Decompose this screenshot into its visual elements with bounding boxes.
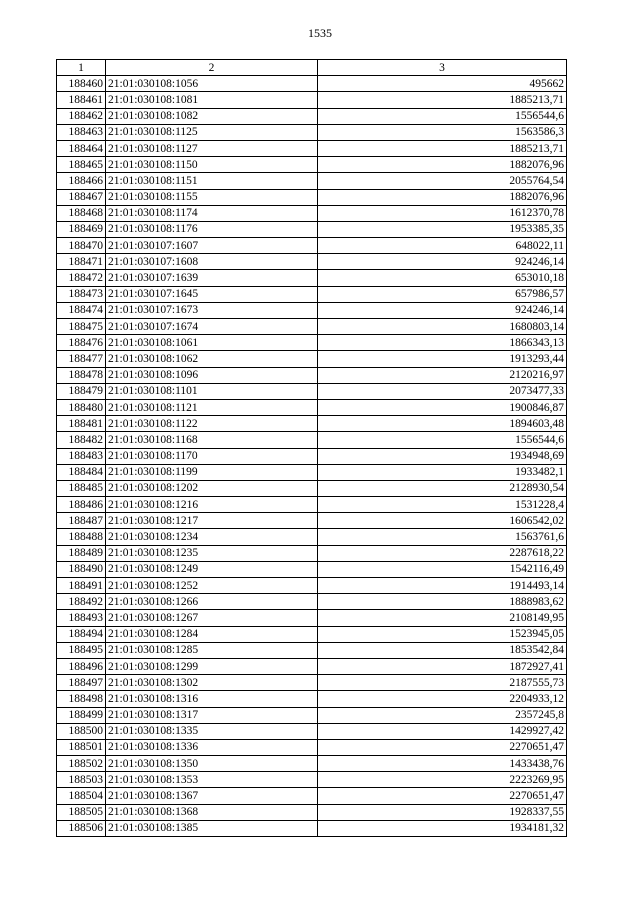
table-row	[57, 626, 567, 642]
row-number-cell: 188488	[57, 529, 106, 545]
cadastral-value-cell: 1885213,71	[318, 140, 567, 156]
cadastral-number-cell: 21:01:030107:1639	[106, 270, 318, 286]
table-row	[57, 432, 567, 448]
cadastral-value-cell: 2357245,8	[318, 707, 567, 723]
table-row	[57, 383, 567, 399]
cadastral-value-cell: 1888983,62	[318, 594, 567, 610]
cadastral-value-cell: 1523945,05	[318, 626, 567, 642]
table-row	[57, 756, 567, 772]
cadastral-number-cell: 21:01:030108:1336	[106, 739, 318, 755]
cadastral-number-cell: 21:01:030108:1217	[106, 513, 318, 529]
row-number-cell: 188487	[57, 513, 106, 529]
cadastral-number-cell: 21:01:030108:1096	[106, 367, 318, 383]
cadastral-number-cell: 21:01:030108:1367	[106, 788, 318, 804]
cadastral-value-cell: 1872927,41	[318, 658, 567, 674]
table-row	[57, 448, 567, 464]
cadastral-number-cell: 21:01:030108:1316	[106, 691, 318, 707]
page-number: 1535	[308, 26, 332, 40]
cadastral-value-cell: 1913293,44	[318, 351, 567, 367]
table-row	[57, 367, 567, 383]
cadastral-number-cell: 21:01:030108:1151	[106, 173, 318, 189]
header-row	[57, 60, 567, 76]
row-number-cell: 188492	[57, 594, 106, 610]
cadastral-value-cell: 1680803,14	[318, 319, 567, 335]
cadastral-value-cell: 1563586,3	[318, 124, 567, 140]
cadastral-number-cell: 21:01:030108:1385	[106, 820, 318, 836]
cadastral-number-cell: 21:01:030108:1121	[106, 399, 318, 415]
cadastral-value-cell: 1885213,71	[318, 92, 567, 108]
table-row	[57, 497, 567, 513]
cadastral-number-cell: 21:01:030107:1674	[106, 319, 318, 335]
cadastral-value-cell: 2073477,33	[318, 383, 567, 399]
table-row	[57, 545, 567, 561]
row-number-cell: 188465	[57, 157, 106, 173]
table-row	[57, 335, 567, 351]
cadastral-value-cell: 1900846,87	[318, 399, 567, 415]
cadastral-value-cell: 2108149,95	[318, 610, 567, 626]
cadastral-value-cell: 1894603,48	[318, 416, 567, 432]
cadastral-value-cell: 1556544,6	[318, 108, 567, 124]
cadastral-number-cell: 21:01:030108:1285	[106, 642, 318, 658]
table-row	[57, 270, 567, 286]
cadastral-number-cell: 21:01:030108:1266	[106, 594, 318, 610]
cadastral-number-cell: 21:01:030108:1061	[106, 335, 318, 351]
table-row	[57, 723, 567, 739]
cadastral-value-cell: 1606542,02	[318, 513, 567, 529]
row-number-cell: 188470	[57, 238, 106, 254]
row-number-cell: 188489	[57, 545, 106, 561]
cadastral-number-cell: 21:01:030108:1235	[106, 545, 318, 561]
table-row	[57, 691, 567, 707]
row-number-cell: 188494	[57, 626, 106, 642]
cadastral-number-cell: 21:01:030108:1202	[106, 480, 318, 496]
cadastral-value-cell: 2270651,47	[318, 788, 567, 804]
table-row	[57, 238, 567, 254]
cadastral-value-cell: 2270651,47	[318, 739, 567, 755]
cadastral-number-cell: 21:01:030108:1125	[106, 124, 318, 140]
column-header-2: 2	[106, 60, 318, 76]
cadastral-value-cell: 2187555,73	[318, 675, 567, 691]
row-number-cell: 188475	[57, 319, 106, 335]
table-row	[57, 124, 567, 140]
table-row	[57, 416, 567, 432]
row-number-cell: 188484	[57, 464, 106, 480]
table-row	[57, 464, 567, 480]
table-row	[57, 594, 567, 610]
row-number-cell: 188482	[57, 432, 106, 448]
table-row	[57, 205, 567, 221]
row-number-cell: 188481	[57, 416, 106, 432]
row-number-cell: 188468	[57, 205, 106, 221]
cadastral-number-cell: 21:01:030108:1174	[106, 205, 318, 221]
cadastral-value-table	[56, 59, 567, 837]
row-number-cell: 188466	[57, 173, 106, 189]
table-row	[57, 739, 567, 755]
cadastral-number-cell: 21:01:030108:1284	[106, 626, 318, 642]
row-number-cell: 188505	[57, 804, 106, 820]
cadastral-number-cell: 21:01:030108:1155	[106, 189, 318, 205]
table-row	[57, 319, 567, 335]
cadastral-value-cell: 1531228,4	[318, 497, 567, 513]
cadastral-value-cell: 1914493,14	[318, 578, 567, 594]
cadastral-value-cell: 1934948,69	[318, 448, 567, 464]
cadastral-number-cell: 21:01:030108:1249	[106, 561, 318, 577]
row-number-cell: 188499	[57, 707, 106, 723]
table-row	[57, 140, 567, 156]
row-number-cell: 188498	[57, 691, 106, 707]
table-row	[57, 157, 567, 173]
cadastral-value-cell: 2287618,22	[318, 545, 567, 561]
row-number-cell: 188483	[57, 448, 106, 464]
row-number-cell: 188479	[57, 383, 106, 399]
row-number-cell: 188491	[57, 578, 106, 594]
cadastral-number-cell: 21:01:030107:1607	[106, 238, 318, 254]
row-number-cell: 188493	[57, 610, 106, 626]
row-number-cell: 188490	[57, 561, 106, 577]
row-number-cell: 188502	[57, 756, 106, 772]
cadastral-number-cell: 21:01:030108:1368	[106, 804, 318, 820]
cadastral-value-cell: 1866343,13	[318, 335, 567, 351]
table-row	[57, 189, 567, 205]
row-number-cell: 188480	[57, 399, 106, 415]
cadastral-value-cell: 648022,11	[318, 238, 567, 254]
cadastral-value-cell: 924246,14	[318, 254, 567, 270]
table-row	[57, 820, 567, 836]
cadastral-number-cell: 21:01:030107:1645	[106, 286, 318, 302]
row-number-cell: 188478	[57, 367, 106, 383]
row-number-cell: 188471	[57, 254, 106, 270]
cadastral-value-cell: 657986,57	[318, 286, 567, 302]
row-number-cell: 188500	[57, 723, 106, 739]
table-row	[57, 480, 567, 496]
cadastral-number-cell: 21:01:030108:1062	[106, 351, 318, 367]
cadastral-number-cell: 21:01:030108:1267	[106, 610, 318, 626]
table-row	[57, 804, 567, 820]
cadastral-number-cell: 21:01:030107:1673	[106, 302, 318, 318]
cadastral-value-cell: 495662	[318, 76, 567, 92]
cadastral-value-cell: 2223269,95	[318, 772, 567, 788]
row-number-cell: 188467	[57, 189, 106, 205]
cadastral-value-cell: 1556544,6	[318, 432, 567, 448]
cadastral-value-cell: 2128930,54	[318, 480, 567, 496]
cadastral-number-cell: 21:01:030108:1252	[106, 578, 318, 594]
row-number-cell: 188486	[57, 497, 106, 513]
row-number-cell: 188485	[57, 480, 106, 496]
cadastral-value-cell: 1433438,76	[318, 756, 567, 772]
row-number-cell: 188469	[57, 221, 106, 237]
cadastral-value-cell: 2204933,12	[318, 691, 567, 707]
row-number-cell: 188506	[57, 820, 106, 836]
table-row	[57, 108, 567, 124]
row-number-cell: 188464	[57, 140, 106, 156]
cadastral-number-cell: 21:01:030108:1081	[106, 92, 318, 108]
cadastral-number-cell: 21:01:030108:1335	[106, 723, 318, 739]
cadastral-value-cell: 924246,14	[318, 302, 567, 318]
row-number-cell: 188496	[57, 658, 106, 674]
cadastral-value-cell: 1933482,1	[318, 464, 567, 480]
cadastral-number-cell: 21:01:030108:1302	[106, 675, 318, 691]
table-row	[57, 675, 567, 691]
cadastral-value-cell: 2055764,54	[318, 173, 567, 189]
cadastral-number-cell: 21:01:030108:1317	[106, 707, 318, 723]
table-row	[57, 286, 567, 302]
cadastral-number-cell: 21:01:030108:1353	[106, 772, 318, 788]
cadastral-value-cell: 1429927,42	[318, 723, 567, 739]
cadastral-number-cell: 21:01:030108:1101	[106, 383, 318, 399]
cadastral-number-cell: 21:01:030108:1299	[106, 658, 318, 674]
cadastral-value-cell: 1882076,96	[318, 189, 567, 205]
cadastral-number-cell: 21:01:030108:1127	[106, 140, 318, 156]
cadastral-number-cell: 21:01:030108:1350	[106, 756, 318, 772]
cadastral-number-cell: 21:01:030108:1150	[106, 157, 318, 173]
cadastral-value-cell: 1542116,49	[318, 561, 567, 577]
row-number-cell: 188473	[57, 286, 106, 302]
cadastral-value-cell: 1612370,78	[318, 205, 567, 221]
table-row	[57, 642, 567, 658]
column-header-1: 1	[57, 60, 106, 76]
cadastral-value-cell: 1928337,55	[318, 804, 567, 820]
table-row	[57, 513, 567, 529]
cadastral-number-cell: 21:01:030108:1176	[106, 221, 318, 237]
row-number-cell: 188472	[57, 270, 106, 286]
row-number-cell: 188476	[57, 335, 106, 351]
row-number-cell: 188501	[57, 739, 106, 755]
row-number-cell: 188497	[57, 675, 106, 691]
table-row	[57, 351, 567, 367]
cadastral-value-cell: 1563761,6	[318, 529, 567, 545]
row-number-cell: 188461	[57, 92, 106, 108]
cadastral-value-cell: 1882076,96	[318, 157, 567, 173]
table-row	[57, 772, 567, 788]
cadastral-number-cell: 21:01:030107:1608	[106, 254, 318, 270]
table-row	[57, 221, 567, 237]
table-row	[57, 254, 567, 270]
table-row	[57, 707, 567, 723]
column-header-3: 3	[318, 60, 567, 76]
table-row	[57, 302, 567, 318]
cadastral-value-cell: 2120216,97	[318, 367, 567, 383]
cadastral-number-cell: 21:01:030108:1168	[106, 432, 318, 448]
table-row	[57, 578, 567, 594]
table-row	[57, 173, 567, 189]
row-number-cell: 188503	[57, 772, 106, 788]
cadastral-number-cell: 21:01:030108:1056	[106, 76, 318, 92]
table-body	[57, 76, 567, 837]
table-row	[57, 788, 567, 804]
row-number-cell: 188460	[57, 76, 106, 92]
table-row	[57, 658, 567, 674]
table-row	[57, 76, 567, 92]
cadastral-value-cell: 1853542,84	[318, 642, 567, 658]
table-row	[57, 610, 567, 626]
cadastral-value-cell: 1953385,35	[318, 221, 567, 237]
table-header	[57, 60, 567, 76]
row-number-cell: 188474	[57, 302, 106, 318]
cadastral-number-cell: 21:01:030108:1122	[106, 416, 318, 432]
cadastral-value-cell: 1934181,32	[318, 820, 567, 836]
row-number-cell: 188462	[57, 108, 106, 124]
table-row	[57, 399, 567, 415]
row-number-cell: 188504	[57, 788, 106, 804]
table-row	[57, 92, 567, 108]
cadastral-number-cell: 21:01:030108:1170	[106, 448, 318, 464]
row-number-cell: 188463	[57, 124, 106, 140]
cadastral-number-cell: 21:01:030108:1234	[106, 529, 318, 545]
cadastral-value-cell: 653010,18	[318, 270, 567, 286]
table-row	[57, 561, 567, 577]
row-number-cell: 188477	[57, 351, 106, 367]
cadastral-number-cell: 21:01:030108:1082	[106, 108, 318, 124]
cadastral-number-cell: 21:01:030108:1199	[106, 464, 318, 480]
cadastral-number-cell: 21:01:030108:1216	[106, 497, 318, 513]
row-number-cell: 188495	[57, 642, 106, 658]
table-row	[57, 529, 567, 545]
